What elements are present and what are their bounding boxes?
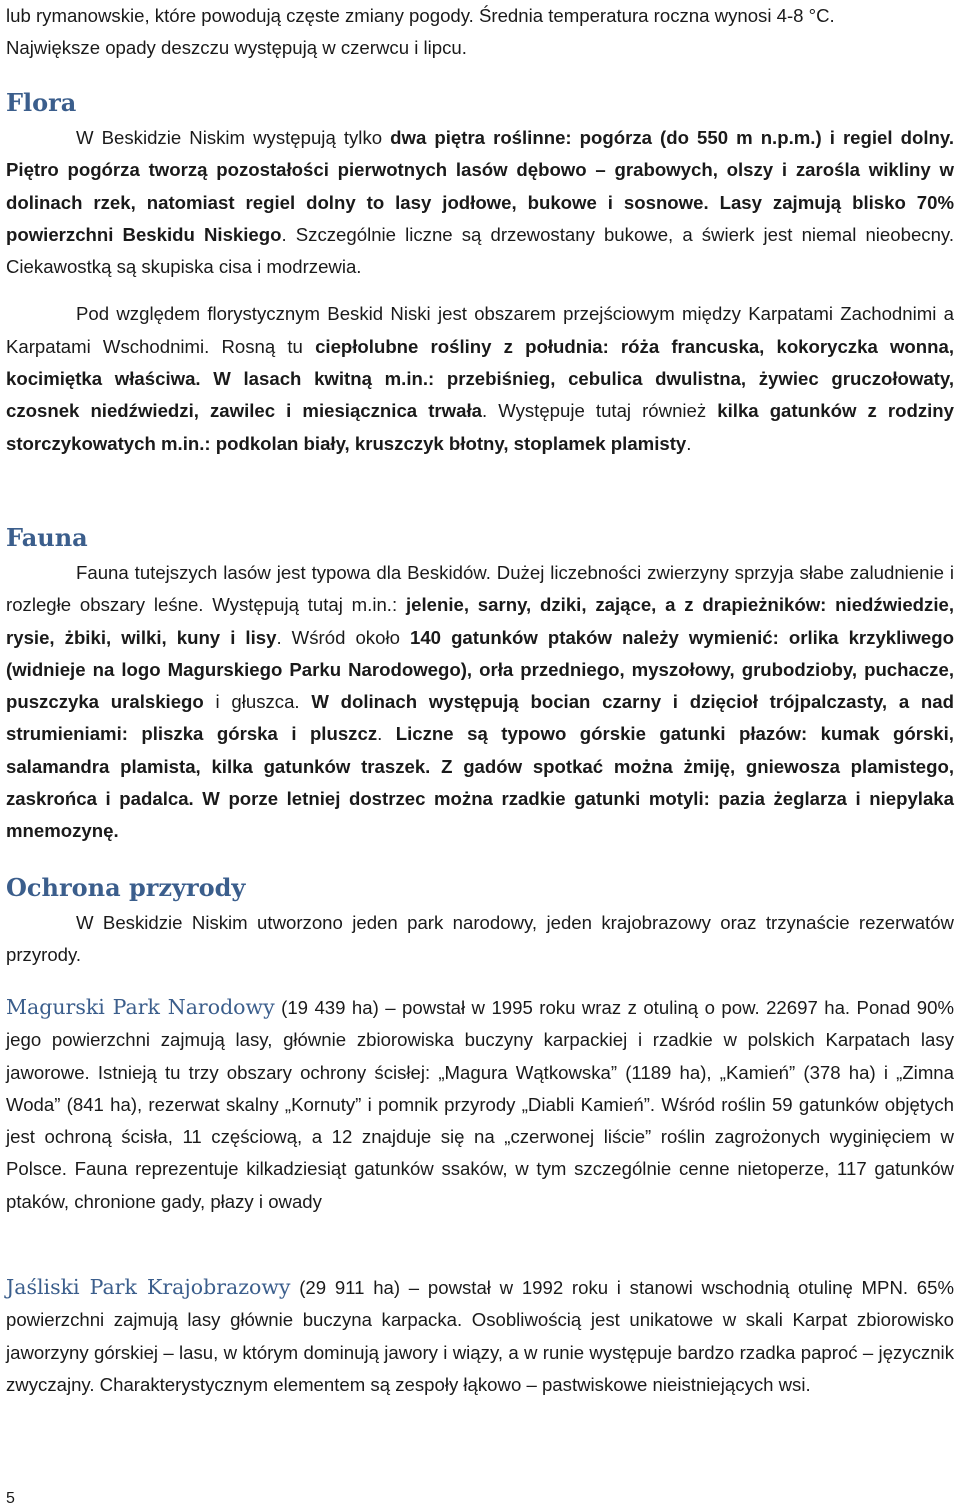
flora-p1-text-c: . Szczególnie liczne są drzewostany bukowe, a świerk jest niemal nieobecny. Ciekawostką są skupiska cisa i modrzewia. <box>6 223 955 278</box>
intro-block <box>6 0 954 65</box>
flora-p2-bold-b: ciepłolubne rośliny z południa: róża francuska, kokoryczka wonna, kocimiętka właściwa. W lasach kwitną m.in.: przebiśnieg, cebulica dwulistna, żywiec gruczołowaty, czosnek niedźwiedzi, zawilec i miesiącznica trwała <box>6 335 954 422</box>
fauna-section <box>6 523 954 848</box>
ochrona-heading: Ochrona przyrody <box>6 873 246 902</box>
flora-p1-text-a: W Beskidzie Niskim występują tylko <box>76 127 391 148</box>
jasliski-paragraph <box>6 1271 954 1401</box>
flora-p2-text-c: . Występuje tutaj również <box>481 400 718 422</box>
intro-line-1: lub rymanowskie, które powodują częste zmiany pogody. Średnia temperatura roczna wynosi 4-8 °C. <box>6 5 835 26</box>
fauna-bold-f: W dolinach występują bocian czarny i dzięcioł trójpalczasty, a nad strumieniami: pliszka górska i pluszcz <box>6 691 954 745</box>
fauna-bold-b: jelenie, sarny, dziki, zające, a z drapieżników: niedźwiedzie, rysie, żbiki, wilki, kuny i lisy <box>6 594 954 648</box>
magurski-paragraph <box>6 991 954 1218</box>
fauna-text-c: . Wśród około <box>276 626 410 648</box>
flora-heading: Flora <box>6 88 77 117</box>
fauna-bold-h: Liczne są typowo górskie gatunki płazów: kumak górski, salamandra plamista, kilka gatunków traszek. Z gadów spotkać można żmiję, gniewosza plamistego, zaskrońca i padalca. W porze letniej dostrzec można rzadkie gatunki motyli: pazia żeglarza i niepylaka mnemozynę. <box>6 723 954 842</box>
intro-line-2: Największe opady deszczu występują w czerwcu i lipcu. <box>6 37 467 59</box>
fauna-paragraph <box>6 557 954 848</box>
flora-p2-bold-d: kilka gatunków z rodziny storczykowatych m.in.: podkolan biały, kruszczyk błotny, stoplamek plamisty <box>6 400 955 454</box>
flora-paragraph-2 <box>6 298 954 459</box>
ochrona-section <box>6 873 954 972</box>
fauna-text-e: i głuszca. <box>203 691 312 713</box>
flora-p2-text-a: Pod względem florystycznym Beskid Niski jest obszarem przejściowym między Karpatami Zachodnimi a Karpatami Wschodnimi. Rosną tu <box>6 303 954 357</box>
flora-section <box>6 88 954 460</box>
magurski-text: (19 439 ha) – powstał w 1995 roku wraz z otuliną o pow. 22697 ha. Ponad 90% jego powierzchni zajmują lasy, głównie zbiorowiska buczyny karpackiej i rzadkie w polskich Karpatach lasy jaworowe. Istnieją tu trzy obszary ochrony ścisłej: „Magura Wątkowska” (1189 ha), „Kamień” (378 ha) i „Zimna Woda” (841 ha), rezerwat skalny „Kornuty” i pomnik przyrody „Diabli Kamień”. Wśród roślin 59 gatunków objętych jest ochroną ścisła, 11 częściową, a 12 znajduje się na „czerwonej liście” roślin zagrożonych wyginięciem w Polsce. Fauna reprezentuje kilkadziesiąt gatunków ssaków, w tym szczególnie cenne nietoperze, 117 gatunków ptaków, chronione gady, płazy i owady <box>6 997 954 1212</box>
fauna-heading: Fauna <box>6 523 88 552</box>
jasliski-text: (29 911 ha) – powstał w 1992 roku i stanowi wschodnią otulinę MPN. 65% powierzchni zajmują lasy głównie buczyna karpacka. Osobliwością jest unikatowe w skali Karpat zbiorowisko jaworzyny górskiej – lasu, w którym dominują jawory i wiązy, a w runie występuje bardzo rzadka paproć – języcznik zwyczajny. Charakterystycznym elementem są zespoły łąkowo – pastwiskowe nieistniejących wsi. <box>6 1277 954 1395</box>
fauna-text-g: . <box>377 723 396 745</box>
magurski-park-name: Magurski Park Narodowy <box>6 995 275 1019</box>
flora-p2-text-e: . <box>686 432 692 454</box>
flora-p1-bold: dwa piętra roślinne: pogórza (do 550 m n.p.m.) i regiel dolny. Piętro pogórza tworzą pozostałości pierwotnych lasów dębowo – grabowych, olszy i zarośla wikliny w dolinach rzek, natomiast regiel dolny to lasy jodłowe, bukowe i sosnowe. Lasy zajmują blisko 70% powierzchni Beskidu Niskiego <box>6 127 954 245</box>
flora-paragraph-1 <box>6 122 954 283</box>
fauna-text-a: Fauna tutejszych lasów jest typowa dla Beskidów. Dużej liczebności zwierzyny sprzyja słabe zaludnienie i rozległe obszary leśne. Występują tutaj m.in.: <box>6 562 954 616</box>
page-number: 5 <box>6 1490 15 1507</box>
jasliski-park-name: Jaśliski Park Krajobrazowy <box>6 1275 291 1299</box>
ochrona-paragraph: W Beskidzie Niskim utworzono jeden park narodowy, jeden krajobrazowy oraz trzynaście rezerwatów przyrody. <box>6 912 954 966</box>
magurski-section <box>6 991 954 1218</box>
fauna-bold-d: 140 gatunków ptaków należy wymienić: orlika krzykliwego (widnieje na logo Magurskiego Parku Narodowego), orła przedniego, myszołowy, grubodzioby, puchacze, puszczyka uralskiego <box>6 626 954 713</box>
jasliski-section <box>6 1271 954 1401</box>
